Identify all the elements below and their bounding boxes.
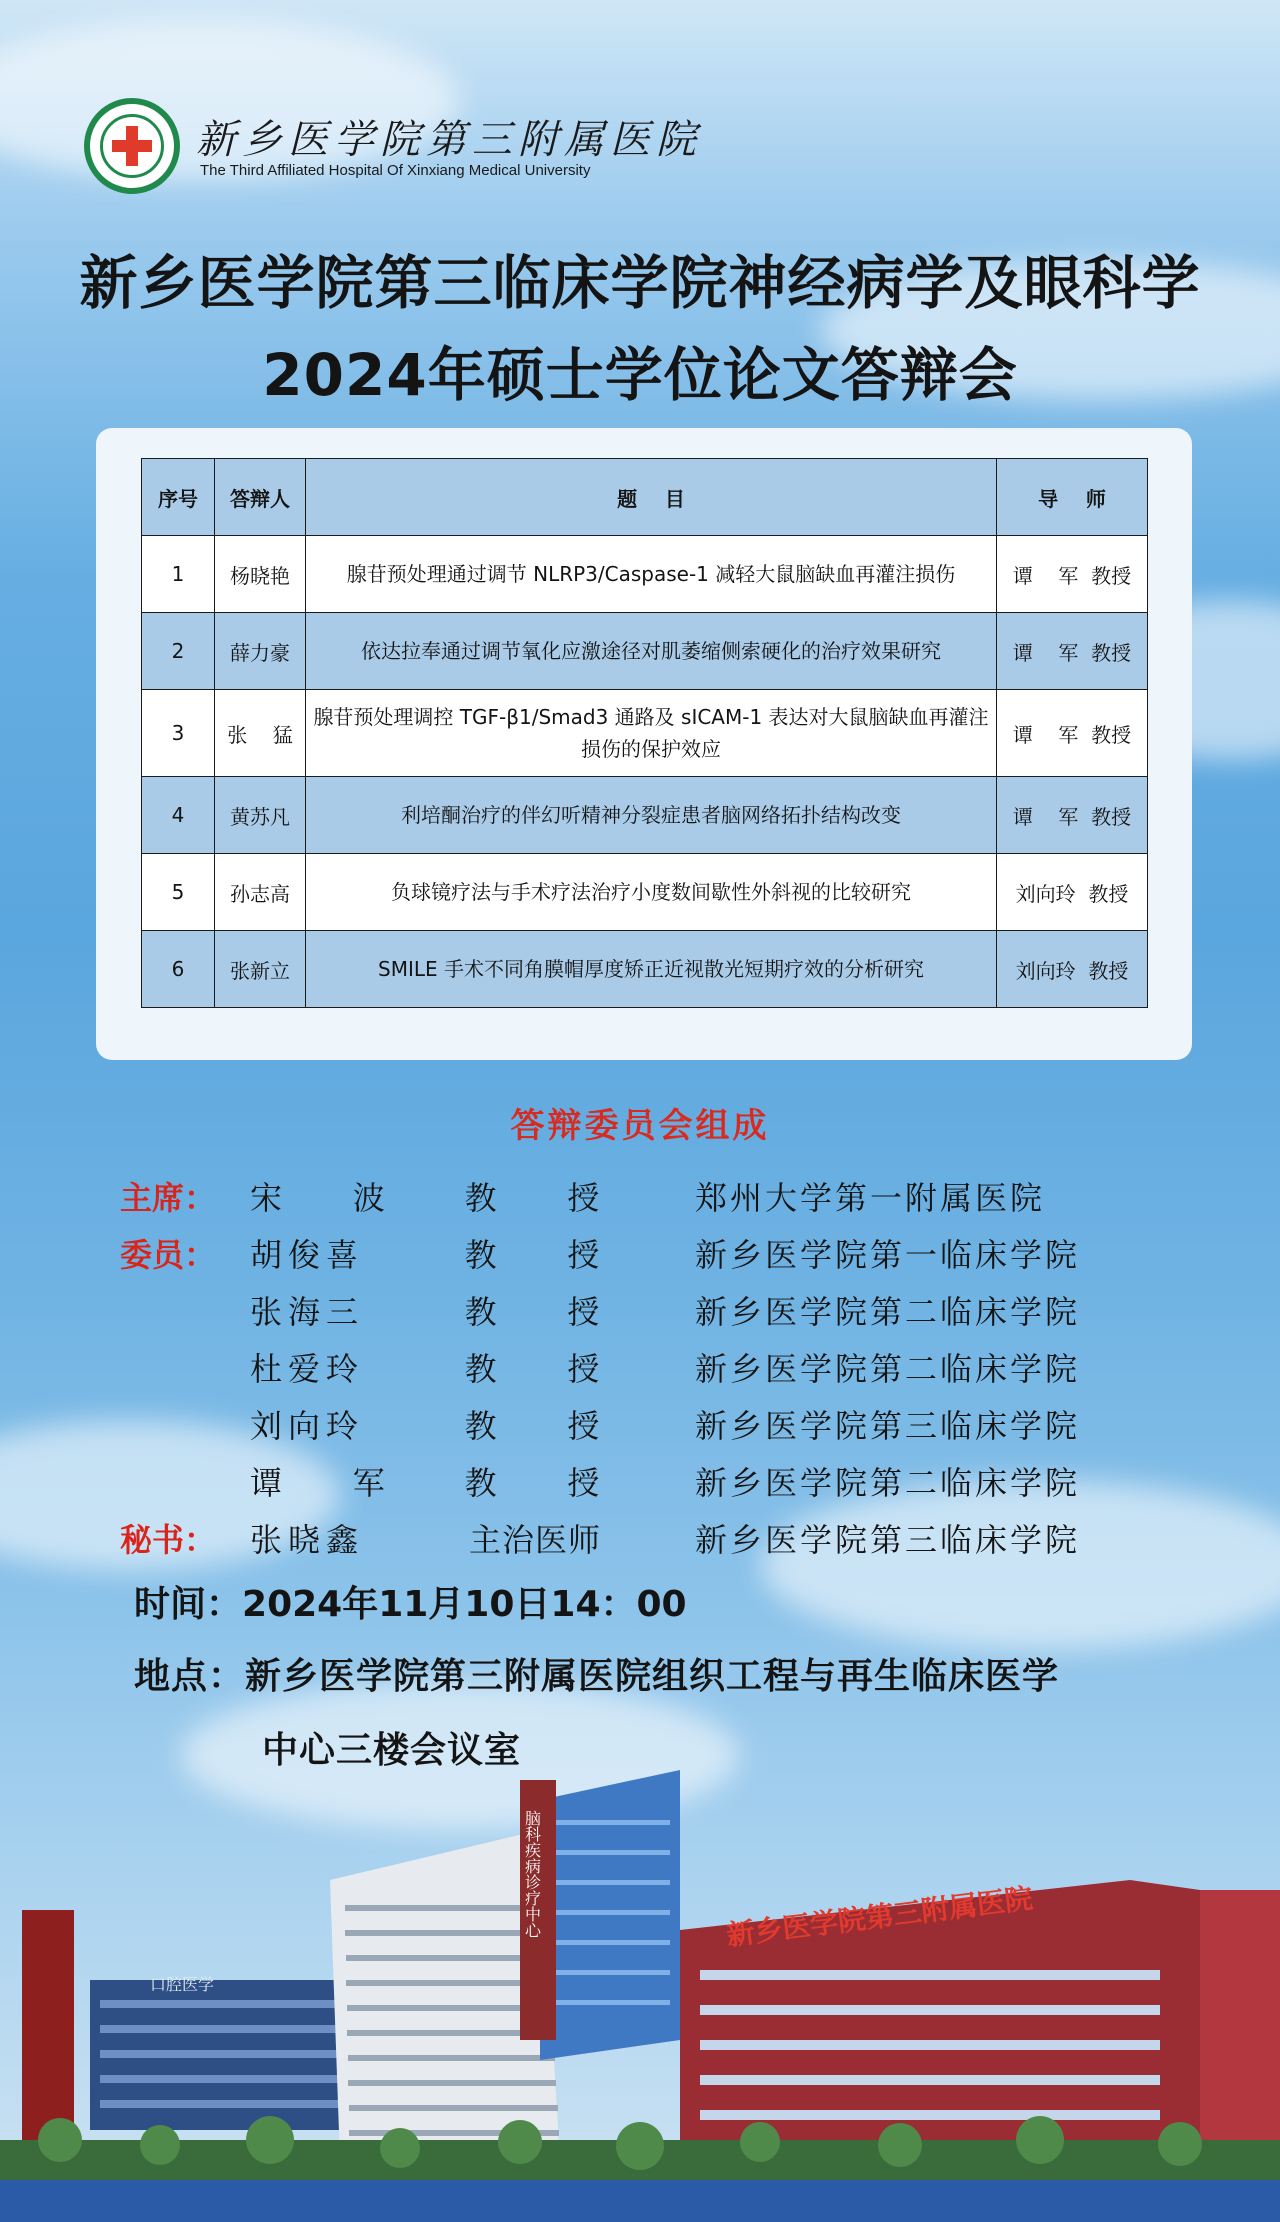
member-title: 教 授 [464,1350,606,1388]
member-name: 张海三 [250,1293,365,1331]
cell-no: 3 [142,690,215,777]
cell-no: 5 [142,854,215,931]
cell-title: 依达拉奉通过调节氧化应激途径对肌萎缩侧索硬化的治疗效果研究 [306,613,997,690]
member-role: 秘书： [120,1521,217,1559]
cell-title: 腺苷预处理通过调节 NLRP3/Caspase-1 减轻大鼠脑缺血再灌注损伤 [306,536,997,613]
bottom-band [0,2180,1280,2222]
page-title-line2: 2024年硕士学位论文答辩会 [262,341,1018,409]
cell-title: 腺苷预处理调控 TGF-β1/Smad3 通路及 sICAM-1 表达对大鼠脑缺血再灌注损伤的保护效应 [306,690,997,777]
cell-name: 张 猛 [215,690,306,777]
hospital-logo [84,98,180,194]
event-place [134,1648,1059,1699]
hospital-name-cn: 新乡医学院第三附属医院 [196,117,702,163]
cell-name: 薛力豪 [215,613,306,690]
member-title: 教 授 [464,1464,606,1502]
member-title: 教 授 [464,1179,606,1217]
cell-name: 杨晓艳 [215,536,306,613]
cell-advisor: 谭 军 教授 [997,690,1148,777]
member-unit: 新乡医学院第二临床学院 [695,1464,1081,1502]
member-name: 胡俊喜 [250,1236,365,1274]
member-unit: 新乡医学院第三临床学院 [695,1407,1081,1445]
cell-title: 负球镜疗法与手术疗法治疗小度数间歇性外斜视的比较研究 [306,854,997,931]
member-unit: 新乡医学院第二临床学院 [695,1350,1081,1388]
col-header-name: 答辩人 [215,459,306,536]
member-title: 教 授 [464,1293,606,1331]
table-row [142,536,1148,613]
member-name: 杜爱玲 [250,1350,365,1388]
cell-no: 1 [142,536,215,613]
cell-name: 张新立 [215,931,306,1008]
member-name: 刘向玲 [250,1407,365,1445]
red-pillar [22,1910,74,2150]
cloud [760,1480,1280,1650]
main-building-sign: 新乡医学院第三附属医院 [724,1881,1035,1952]
member-role: 委员： [120,1236,217,1274]
member-name: 谭 军 [250,1464,391,1502]
member-role: 主席： [120,1179,217,1217]
logo-cross-icon [112,140,152,152]
cell-advisor: 谭 军 教授 [997,613,1148,690]
table-header-row [142,459,1148,536]
cell-advisor: 谭 军 教授 [997,536,1148,613]
thesis-table [141,458,1148,1008]
member-unit: 郑州大学第一附属医院 [695,1179,1046,1217]
hospital-name-en: The Third Affiliated Hospital Of Xinxiang Medical University [200,162,591,179]
cell-advisor: 刘向玲 教授 [997,931,1148,1008]
table-row [142,854,1148,931]
member-unit: 新乡医学院第一临床学院 [695,1236,1081,1274]
left-building-sign: 口腔医学 [150,1975,215,1994]
member-unit: 新乡医学院第三临床学院 [695,1521,1081,1559]
table-row [142,777,1148,854]
place-label: 地点： [134,1656,246,1697]
cell-no: 4 [142,777,215,854]
col-header-no: 序号 [142,459,215,536]
member-title: 教 授 [464,1407,606,1445]
cell-name: 黄苏凡 [215,777,306,854]
col-header-title: 题 目 [306,459,997,536]
member-title: 主治医师 [468,1521,601,1559]
col-header-advisor: 导 师 [997,459,1148,536]
table-row [142,931,1148,1008]
tower-sign: 脑科疾病诊疗中心 [522,1810,542,1938]
hospital-buildings-illustration [0,1740,1280,2222]
time-value: 2024年11月10日14：00 [242,1584,687,1625]
member-title: 教 授 [464,1236,606,1274]
cell-no: 2 [142,613,215,690]
committee-title: 答辩委员会组成 [510,1106,770,1146]
cell-name: 孙志高 [215,854,306,931]
event-time [134,1576,687,1627]
table-row [142,690,1148,777]
time-label: 时间： [134,1584,243,1625]
cell-advisor: 谭 军 教授 [997,777,1148,854]
right-wing-building [1200,1890,1280,2160]
table-row [142,613,1148,690]
place-value-line1: 新乡医学院第三附属医院组织工程与再生临床医学 [245,1656,1060,1697]
page-title-line1: 新乡医学院第三临床学院神经病学及眼科学 [79,249,1201,317]
member-name: 宋 波 [250,1179,391,1217]
cell-advisor: 刘向玲 教授 [997,854,1148,931]
member-unit: 新乡医学院第二临床学院 [695,1293,1081,1331]
place-value-line2: 中心三楼会议室 [262,1730,522,1771]
cell-title: SMILE 手术不同角膜帽厚度矫正近视散光短期疗效的分析研究 [306,931,997,1008]
cell-title: 利培酮治疗的伴幻听精神分裂症患者脑网络拓扑结构改变 [306,777,997,854]
cell-no: 6 [142,931,215,1008]
member-name: 张晓鑫 [250,1521,365,1559]
